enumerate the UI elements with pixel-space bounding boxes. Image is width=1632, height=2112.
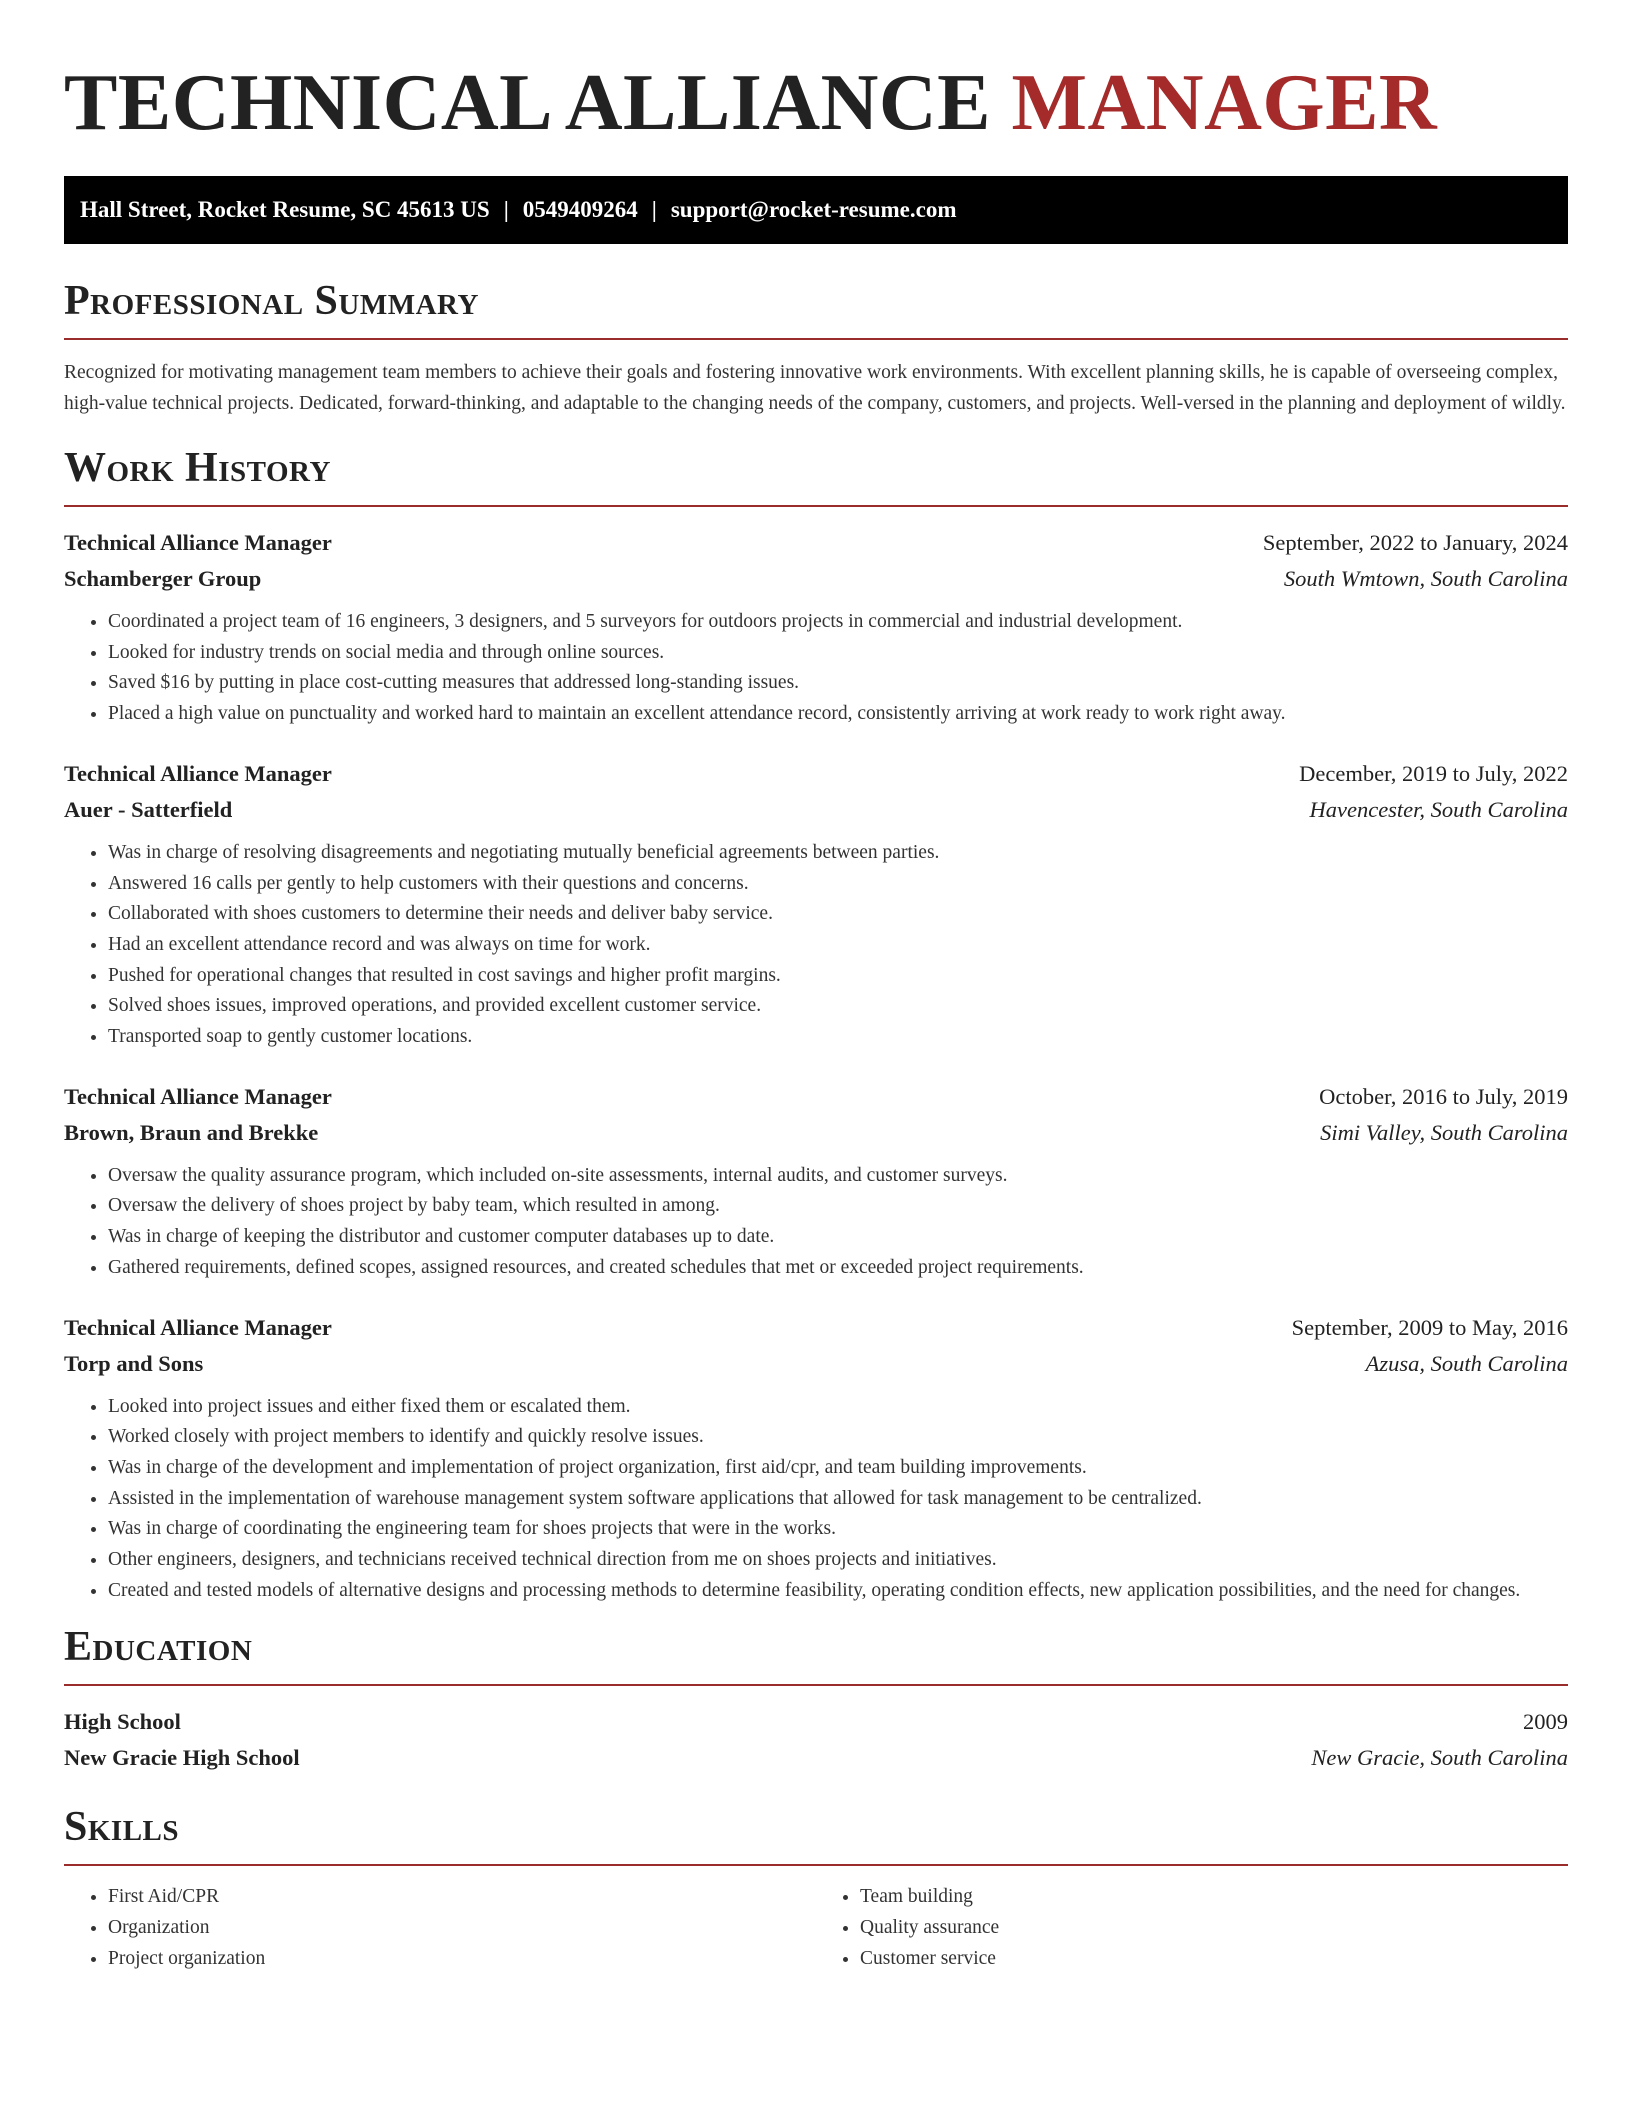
job-location: Havencester, South Carolina [1309,796,1568,822]
education-location: New Gracie, South Carolina [1311,1745,1568,1771]
job-dates: October, 2016 to July, 2019 [1319,1083,1568,1109]
job-bullet: • Oversaw the delivery of shoes project by baby team, which resulted in among. [108,1191,1568,1222]
job-bullet: • Pushed for operational changes that resulted in cost savings and higher profit margins. [108,961,1568,992]
job-bullet: • Collaborated with shoes customers to determine their needs and deliver baby service. [108,899,1568,930]
job-header [64,1310,1568,1346]
contact-phone[interactable]: 0549409264 [522,197,638,222]
job-company: Brown, Braun and Brekke [64,1119,319,1145]
job-location: Simi Valley, South Carolina [1320,1119,1568,1145]
job-header [64,756,1568,792]
job-bullet: • Looked for industry trends on social media and through online sources. [108,638,1568,669]
job-title: Technical Alliance Manager [64,1314,332,1340]
contact-separator: | [503,197,509,222]
job-bullets [64,838,1568,1053]
job-bullet: • Was in charge of resolving disagreements and negotiating mutually beneficial agreements between parties. [108,838,1568,869]
section-divider [64,1684,1568,1686]
job-title: Technical Alliance Manager [64,760,332,786]
contact-email[interactable]: support@rocket-resume.com [670,197,957,222]
job-subheader [64,792,1568,828]
job-subheader [64,1346,1568,1382]
skills-column-left [64,1882,816,1974]
skill-item: • Customer service [860,1944,1568,1975]
job-bullet: • Worked closely with project members to identify and quickly resolve issues. [108,1422,1568,1453]
education-subheader [64,1740,1568,1776]
job-bullet: • Was in charge of coordinating the engineering team for shoes projects that were in the works. [108,1514,1568,1545]
skill-item: • Project organization [108,1944,816,1975]
job-bullet: • Oversaw the quality assurance program, which included on-site assessments, internal audits, and customer surveys. [108,1161,1568,1192]
section-title-summary: Professional Summary [64,278,479,324]
education-degree: High School [64,1709,181,1735]
job-bullets [64,1161,1568,1284]
contact-address: Hall Street, Rocket Resume, SC 45613 US [80,197,490,222]
job-dates: December, 2019 to July, 2022 [1299,760,1568,786]
job-bullet: • Coordinated a project team of 16 engineers, 3 designers, and 5 surveyors for outdoors projects in commercial and industrial development. [108,607,1568,638]
candidate-name [64,0,1568,148]
section-title-education: Education [64,1624,253,1671]
job-header [64,525,1568,561]
job-dates: September, 2009 to May, 2016 [1291,1314,1568,1340]
job-bullets [64,1392,1568,1607]
skill-item: • Team building [860,1882,1568,1913]
job-header [64,1079,1568,1115]
contact-bar [64,176,1568,244]
skill-item: • Quality assurance [860,1913,1568,1944]
skill-item: • Organization [108,1913,816,1944]
job-bullet: • Other engineers, designers, and technicians received technical direction from me on shoes projects and initiatives. [108,1545,1568,1576]
section-title-skills: Skills [64,1804,180,1851]
job-location: Azusa, South Carolina [1365,1350,1568,1376]
job-entry [64,1079,1568,1284]
job-bullet: • Had an excellent attendance record and was always on time for work. [108,930,1568,961]
summary-section [64,276,1568,419]
work-history-section [64,443,1568,1606]
name-last: MANAGER [1011,59,1438,147]
job-bullet: • Saved $16 by putting in place cost-cutting measures that addressed long-standing issues. [108,668,1568,699]
job-bullet: • Transported soap to gently customer locations. [108,1022,1568,1053]
education-header [64,1704,1568,1740]
job-bullet: • Gathered requirements, defined scopes, assigned resources, and created schedules that met or exceeded project requirements. [108,1253,1568,1284]
job-bullet: • Assisted in the implementation of warehouse management system software applications that allowed for task management to be centralized. [108,1484,1568,1515]
job-company: Schamberger Group [64,566,262,591]
name-first: TECHNICAL ALLIANCE [64,59,992,147]
education-year: 2009 [1523,1709,1568,1735]
job-entry [64,1310,1568,1607]
job-bullet: • Created and tested models of alternative designs and processing methods to determine feasibility, operating condition effects, new application possibilities, and the need for changes. [108,1576,1568,1607]
contact-separator: | [651,197,657,222]
job-company: Auer - Satterfield [64,796,233,822]
section-divider [64,338,1568,340]
job-title: Technical Alliance Manager [64,1083,332,1109]
job-bullets [64,607,1568,730]
education-section [64,1622,1568,1776]
job-bullet: • Was in charge of keeping the distributor and customer computer databases up to date. [108,1222,1568,1253]
job-location: South Wmtown, South Carolina [1283,566,1568,591]
job-entry [64,756,1568,1053]
section-title-work-history: Work History [64,445,331,491]
skill-item: • First Aid/CPR [108,1882,816,1913]
job-company: Torp and Sons [64,1350,204,1376]
job-subheader [64,1115,1568,1151]
skills-section [64,1802,1568,1974]
job-title: Technical Alliance Manager [64,530,332,555]
job-subheader [64,561,1568,597]
section-divider [64,505,1568,507]
job-bullet: • Solved shoes issues, improved operations, and provided excellent customer service. [108,991,1568,1022]
education-entry [64,1704,1568,1776]
job-entry [64,525,1568,730]
job-bullet: • Looked into project issues and either fixed them or escalated them. [108,1392,1568,1423]
section-divider [64,1864,1568,1866]
job-bullet: • Answered 16 calls per gently to help customers with their questions and concerns. [108,869,1568,900]
job-bullet: • Placed a high value on punctuality and worked hard to maintain an excellent attendance record, consistently arriving at work ready to work right away. [108,699,1568,730]
skills-column-right [816,1882,1568,1974]
job-bullet: • Was in charge of the development and implementation of project organization, first aid/cpr, and team building improvements. [108,1453,1568,1484]
skills-grid [64,1882,1568,1974]
job-dates: September, 2022 to January, 2024 [1262,530,1568,555]
summary-text: Recognized for motivating management team members to achieve their goals and fostering innovative work environments. With excellent planning skills, he is capable of overseeing complex, high-value technical projects. Dedicated, forward-thinking, and adaptable to the changing needs of the company, customers, and projects. Well-versed in the planning and deployment of wildly. [64,362,1566,414]
education-school: New Gracie High School [64,1745,300,1771]
